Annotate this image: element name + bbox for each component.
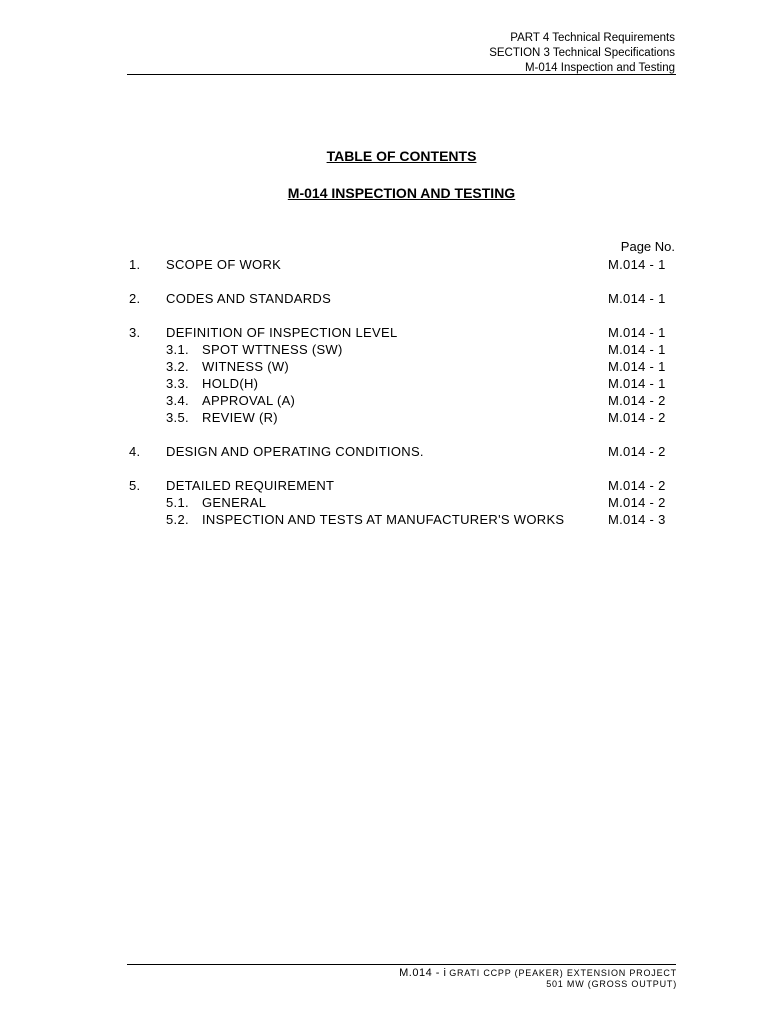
header-divider <box>127 74 676 75</box>
toc-label: REVIEW (R) <box>202 410 278 425</box>
toc-page: M.014 - 1 <box>608 325 666 340</box>
toc-subentry-review[interactable] <box>129 409 676 426</box>
header-spec: M-014 Inspection and Testing <box>524 62 675 74</box>
toc-subentry-hold[interactable] <box>129 375 676 392</box>
toc-label: DESIGN AND OPERATING CONDITIONS. <box>166 444 424 459</box>
toc-number: 3.5. <box>166 410 189 425</box>
toc-number: 5. <box>129 478 141 493</box>
toc-entry-scope[interactable] <box>129 256 676 273</box>
toc-entry-definition[interactable] <box>129 324 676 341</box>
toc-label: CODES AND STANDARDS <box>166 291 332 306</box>
toc-page: M.014 - 1 <box>608 376 666 391</box>
toc-page: M.014 - 2 <box>608 478 666 493</box>
table-of-contents <box>129 256 676 528</box>
toc-number: 5.2. <box>166 512 189 527</box>
toc-page: M.014 - 1 <box>608 291 666 306</box>
toc-label: SCOPE OF WORK <box>166 257 282 272</box>
toc-number: 3.3. <box>166 376 189 391</box>
toc-page: M.014 - 2 <box>608 495 666 510</box>
toc-page: M.014 - 2 <box>608 410 666 425</box>
toc-number: 5.1. <box>166 495 189 510</box>
toc-label: WITNESS (W) <box>202 359 290 374</box>
header-part: PART 4 Technical Requirements <box>510 32 675 44</box>
toc-label: SPOT WTTNESS (SW) <box>202 342 343 357</box>
toc-page: M.014 - 1 <box>608 257 666 272</box>
toc-subentry-approval[interactable] <box>129 392 676 409</box>
toc-page: M.014 - 2 <box>608 393 666 408</box>
toc-number: 4. <box>129 444 141 459</box>
footer-page-number: M.014 - i <box>399 967 447 979</box>
toc-label: HOLD(H) <box>202 376 259 391</box>
toc-page: M.014 - 3 <box>608 512 666 527</box>
toc-subentry-spot-witness[interactable] <box>129 341 676 358</box>
footer-line-1 <box>399 967 677 979</box>
page-title: TABLE OF CONTENTS <box>326 148 477 164</box>
footer-divider <box>127 964 676 965</box>
toc-subentry-inspection-tests[interactable] <box>129 511 676 528</box>
page-number-column-header: Page No. <box>620 239 675 254</box>
toc-entry-detailed[interactable] <box>129 477 676 494</box>
toc-label: GENERAL <box>202 495 267 510</box>
toc-label: DEFINITION OF INSPECTION LEVEL <box>166 325 398 340</box>
footer-project-name: GRATI CCPP (PEAKER) EXTENSION PROJECT <box>449 968 677 978</box>
footer-output: 501 MW (GROSS OUTPUT) <box>546 979 677 989</box>
toc-number: 2. <box>129 291 141 306</box>
toc-number: 3.2. <box>166 359 189 374</box>
toc-page: M.014 - 1 <box>608 342 666 357</box>
header-section: SECTION 3 Technical Specifications <box>489 47 675 59</box>
toc-number: 1. <box>129 257 141 272</box>
toc-subentry-general[interactable] <box>129 494 676 511</box>
toc-label: APPROVAL (A) <box>202 393 296 408</box>
toc-page: M.014 - 1 <box>608 359 666 374</box>
page-subtitle: M-014 INSPECTION AND TESTING <box>287 185 516 201</box>
toc-number: 3. <box>129 325 141 340</box>
toc-number: 3.1. <box>166 342 189 357</box>
toc-entry-design[interactable] <box>129 443 676 460</box>
toc-label: DETAILED REQUIREMENT <box>166 478 335 493</box>
toc-label: INSPECTION AND TESTS AT MANUFACTURER'S WORKS <box>202 512 565 527</box>
toc-entry-codes[interactable] <box>129 290 676 307</box>
toc-number: 3.4. <box>166 393 189 408</box>
toc-subentry-witness[interactable] <box>129 358 676 375</box>
toc-page: M.014 - 2 <box>608 444 666 459</box>
document-header <box>489 31 675 76</box>
